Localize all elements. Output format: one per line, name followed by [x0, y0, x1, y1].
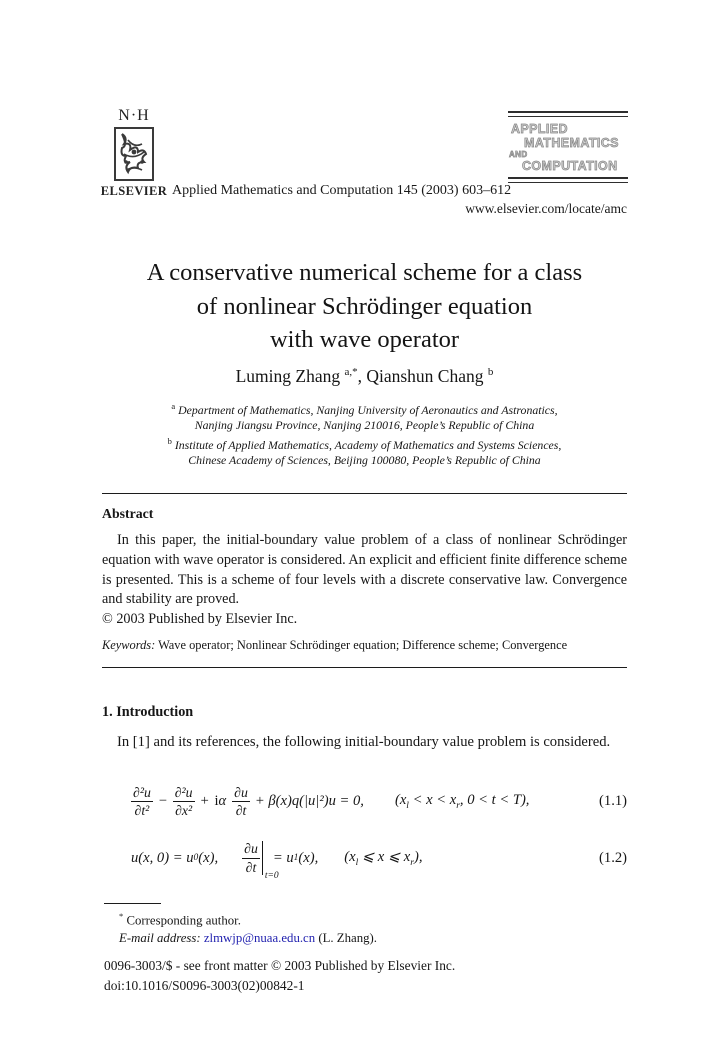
paper-title-line: of nonlinear Schrödinger equation: [196, 292, 533, 320]
fraction-numerator: ∂u: [234, 785, 248, 800]
subscript: 0: [193, 853, 199, 863]
elsevier-tree-icon: [112, 126, 156, 182]
fraction-denominator: ∂x²: [173, 801, 195, 818]
author-name: Qianshun Chang: [366, 366, 484, 386]
affiliation-line: [102, 434, 627, 453]
equation-tail: + β(x)q(|u|²)u = 0,: [254, 793, 364, 810]
journal-url: www.elsevier.com/locate/amc: [465, 201, 627, 216]
affiliations: [102, 399, 627, 469]
journal-logo-line: AND: [509, 150, 528, 159]
fraction-denominator: ∂t: [242, 858, 260, 875]
fraction-numerator: ∂u: [244, 841, 258, 857]
equation-number: (1.1): [599, 793, 627, 810]
alpha-symbol: α: [218, 793, 227, 810]
author-affiliation-mark: a,*: [344, 366, 358, 379]
elsevier-logo: [97, 107, 171, 199]
condition-text: (x: [394, 792, 407, 809]
equation-condition: [344, 848, 422, 868]
footnote-rule: [104, 903, 161, 904]
evaluation-subscript: t=0: [264, 871, 279, 881]
corresponding-author-text: Corresponding author.: [123, 913, 241, 928]
elsevier-wordmark: ELSEVIER: [100, 184, 168, 198]
equation-condition: [395, 792, 530, 811]
condition-text: , 0 < t < T),: [459, 792, 530, 809]
bottom-matter: [104, 956, 627, 995]
affiliation-line: Chinese Academy of Sciences, Beijing 100080, People’s Republic of China: [188, 453, 541, 468]
journal-logo: [508, 111, 628, 183]
journal-citation: Applied Mathematics and Computation 145 (2003) 603–612: [172, 183, 512, 198]
author-affiliation-mark: b: [487, 366, 494, 379]
subscript: r: [410, 857, 414, 868]
condition-text: ),: [413, 849, 423, 866]
fraction: [232, 785, 250, 819]
journal-logo-bottom-rule: [508, 177, 628, 183]
condition-text: < x < x: [408, 792, 457, 809]
subscript: l: [355, 857, 359, 868]
paper-title-line: A conservative numerical scheme for a class: [146, 259, 583, 286]
intro-paragraph: In [1] and its references, the following initial-boundary value problem is considered.: [117, 734, 611, 750]
keywords-label: Keywords:: [102, 638, 156, 652]
affiliation-line: Nanjing Jiangsu Province, Nanjing 210016, People’s Republic of China: [194, 418, 535, 433]
plus-operator: +: [199, 793, 210, 810]
affiliation-mark: a: [171, 401, 176, 411]
journal-logo-line: MATHEMATICS: [524, 136, 619, 150]
abstract-heading: Abstract: [102, 506, 154, 521]
equation-text: = u: [272, 849, 294, 866]
equation-text: (x),: [298, 849, 319, 866]
issn-line: 0096-3003/$ - see front matter © 2003 Published by Elsevier Inc.: [104, 958, 456, 973]
email-label: E-mail address:: [119, 930, 201, 945]
affiliation-line: [102, 399, 627, 418]
abstract-paragraph: In this paper, the initial-boundary value problem of a class of nonlinear Schrödinger equation with wave operator is considered. An explicit and efficient finite difference scheme is presented. This is a scheme of four levels with a discrete conservative law. Convergence and stability are proved.: [102, 532, 627, 608]
keywords-text: Wave operator; Nonlinear Schrödinger equation; Difference scheme; Convergence: [155, 638, 568, 652]
corresponding-author-note: [104, 908, 627, 930]
email-link[interactable]: zlmwjp@nuaa.edu.cn: [203, 930, 316, 945]
abstract-body: [102, 531, 627, 630]
author-separator: ,: [357, 366, 367, 386]
abstract-top-rule: [102, 493, 627, 494]
condition-text: (x: [344, 849, 356, 866]
paper-title-line: with wave operator: [269, 326, 460, 353]
doi-line: doi:10.1016/S0096-3003(02)00842-1: [104, 977, 305, 993]
email-line: [104, 930, 627, 948]
subscript: l: [406, 801, 409, 812]
equation-1-1: [131, 785, 627, 819]
equation-text: (x),: [198, 849, 219, 866]
fraction-denominator: ∂t: [232, 801, 250, 818]
fraction-numerator: ∂²u: [174, 785, 193, 800]
fraction-denominator: ∂t²: [131, 801, 153, 818]
author-line: [102, 366, 627, 387]
evaluation-bar: [262, 841, 279, 881]
equation-number: (1.2): [599, 849, 627, 866]
nh-monogram: N·H: [118, 107, 150, 124]
fraction-numerator: ∂²u: [133, 785, 151, 800]
equation-1-2: [131, 841, 627, 881]
keywords-line: [102, 638, 627, 653]
footnote: [104, 908, 627, 947]
imaginary-unit: i: [214, 793, 219, 810]
subscript: r: [456, 801, 460, 812]
email-suffix: (L. Zhang).: [315, 930, 377, 945]
equation-text: u(x, 0) = u: [131, 849, 194, 866]
affiliation-text: Institute of Applied Mathematics, Academy of Mathematics and Systems Sciences,: [171, 437, 562, 452]
journal-logo-line: APPLIED: [511, 122, 568, 136]
fraction: [173, 785, 195, 819]
section-heading: 1. Introduction: [102, 704, 194, 720]
fraction: [242, 841, 260, 875]
journal-logo-text: [508, 117, 628, 177]
affiliation-text: Department of Mathematics, Nanjing University of Aeronautics and Astronatics,: [175, 402, 558, 417]
condition-text: ⩽ x ⩽ x: [358, 849, 411, 866]
asterisk-mark: *: [119, 911, 124, 921]
vertical-bar: [262, 841, 263, 875]
fraction: [131, 785, 153, 819]
subscript: 1: [293, 853, 299, 863]
minus-operator: −: [157, 793, 168, 810]
journal-logo-line: COMPUTATION: [522, 159, 618, 173]
author-name: Luming Zhang: [235, 366, 341, 386]
affiliation-mark: b: [167, 435, 172, 446]
abstract-copyright: © 2003 Published by Elsevier Inc.: [102, 611, 298, 628]
paper-title: [102, 256, 627, 357]
keywords-bottom-rule: [102, 667, 627, 668]
